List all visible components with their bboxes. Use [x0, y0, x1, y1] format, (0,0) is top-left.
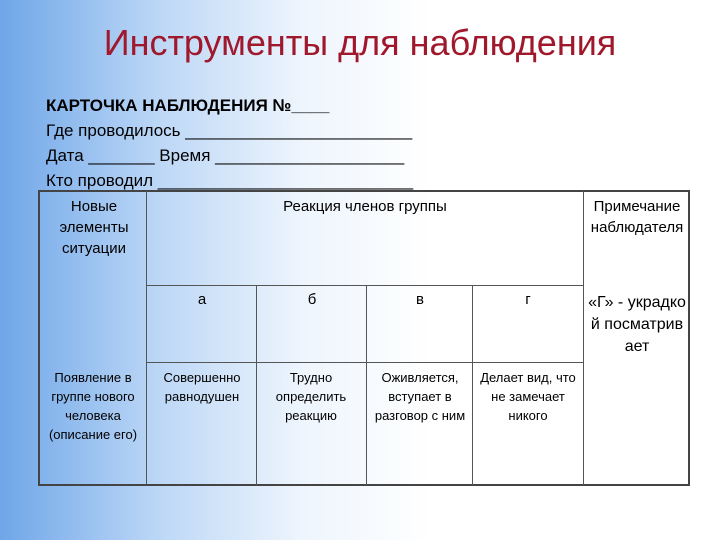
subheader-b: б	[307, 291, 317, 308]
subheader-v: в	[416, 291, 424, 308]
table-divider	[366, 285, 367, 485]
observer-note: «Г» - украдкой посматривает	[588, 294, 686, 355]
cell-reaction-a: Совершенно равнодушен	[163, 370, 241, 404]
header-new-elements: Новые элементы ситуации	[59, 198, 129, 257]
header-observer-note: Примечание наблюдателя	[590, 198, 684, 236]
card-line-date: Дата _______ Время ____________________	[46, 146, 405, 165]
subheader-a: а	[197, 291, 207, 308]
table-divider	[146, 362, 583, 363]
card-line-observer: Кто проводил ___________________________	[46, 171, 414, 190]
table-divider	[146, 285, 583, 286]
cell-reaction-g: Делает вид, что не замечает никого	[480, 370, 576, 423]
slide-title: Инструменты для наблюдения	[103, 22, 617, 63]
row-label: Появление в группе нового человека (описание его)	[48, 370, 138, 442]
subheader-g: г	[525, 291, 531, 308]
table-divider	[472, 285, 473, 485]
card-heading: КАРТОЧКА НАБЛЮДЕНИЯ №____	[46, 96, 330, 115]
cell-reaction-b: Трудно определить реакцию	[275, 370, 347, 423]
cell-reaction-v: Оживляется, вступает в разговор с ним	[374, 370, 466, 423]
header-group-reaction: Реакция членов группы	[283, 198, 447, 215]
table-divider	[146, 191, 147, 485]
table-divider	[256, 285, 257, 485]
table-divider	[583, 191, 584, 485]
card-line-place: Где проводилось ________________________	[46, 121, 413, 140]
